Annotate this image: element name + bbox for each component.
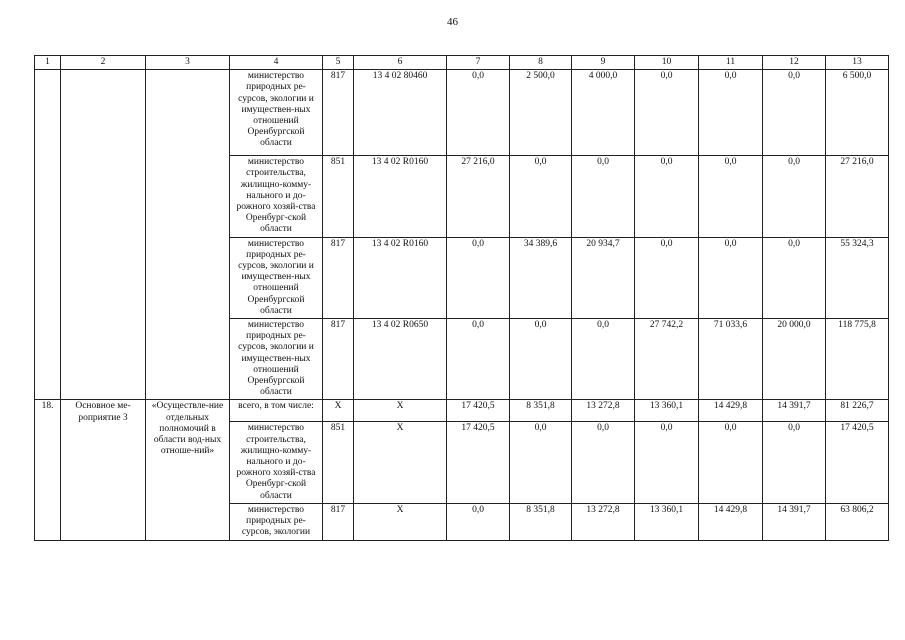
header-cell: 2: [61, 56, 146, 70]
value-cell: 14 429,8: [699, 400, 763, 422]
executor-cell: министерство природных ре-сурсов, экологии и имуществен-ных отношений Оренбургской области: [230, 237, 323, 318]
value-cell: 0,0: [572, 156, 635, 237]
value-cell: 13 360,1: [635, 503, 699, 540]
value-cell: 0,0: [572, 422, 635, 503]
value-cell: 17 420,5: [447, 422, 510, 503]
value-cell: 0,0: [699, 422, 763, 503]
header-cell: 1: [35, 56, 61, 70]
table-row: [35, 400, 889, 422]
value-cell: 0,0: [510, 156, 572, 237]
code-cell: 817: [323, 503, 354, 540]
value-cell: 13 272,8: [572, 503, 635, 540]
value-cell: 0,0: [447, 503, 510, 540]
event-description-cell: «Осуществле-ние отдельных полномочий в области вод-ных отноше-ний»: [146, 400, 230, 540]
header-cell: 13: [826, 56, 889, 70]
header-cell: 7: [447, 56, 510, 70]
value-cell: 8 351,8: [510, 400, 572, 422]
executor-cell: всего, в том числе:: [230, 400, 323, 422]
header-cell: 4: [230, 56, 323, 70]
row-number-cell: [35, 70, 61, 400]
total-cell: 17 420,5: [826, 422, 889, 503]
executor-cell: министерство строительства, жилищно-комму-нального и до-рожного хозяй-ства Оренбург-ской области: [230, 422, 323, 503]
budget-table: [34, 55, 889, 541]
total-cell: 118 775,8: [826, 319, 889, 400]
value-cell: 27 216,0: [447, 156, 510, 237]
value-cell: 0,0: [447, 70, 510, 156]
event-name-cell: Основное ме-роприятие 3: [61, 400, 146, 540]
value-cell: 0,0: [635, 237, 699, 318]
header-cell: 11: [699, 56, 763, 70]
value-cell: 0,0: [572, 319, 635, 400]
total-cell: 27 216,0: [826, 156, 889, 237]
code-cell: 817: [323, 237, 354, 318]
kbk-cell: 13 4 02 R0160: [354, 156, 447, 237]
total-cell: 81 226,7: [826, 400, 889, 422]
value-cell: 0,0: [510, 422, 572, 503]
value-cell: 0,0: [699, 237, 763, 318]
code-cell: Х: [323, 400, 354, 422]
kbk-cell: 13 4 02 R0160: [354, 237, 447, 318]
value-cell: 0,0: [763, 237, 826, 318]
value-cell: 13 272,8: [572, 400, 635, 422]
kbk-cell: Х: [354, 400, 447, 422]
value-cell: 0,0: [763, 156, 826, 237]
value-cell: 0,0: [635, 70, 699, 156]
header-cell: 5: [323, 56, 354, 70]
page-number: 46: [447, 16, 458, 28]
value-cell: 0,0: [635, 156, 699, 237]
executor-cell: министерство строительства, жилищно-комму-нального и до-рожного хозяй-ства Оренбург-ской области: [230, 156, 323, 237]
code-cell: 851: [323, 422, 354, 503]
value-cell: 14 391,7: [763, 503, 826, 540]
header-cell: 9: [572, 56, 635, 70]
value-cell: 0,0: [699, 156, 763, 237]
code-cell: 851: [323, 156, 354, 237]
event-name-cell: [61, 70, 146, 400]
value-cell: 14 429,8: [699, 503, 763, 540]
value-cell: 0,0: [510, 319, 572, 400]
header-row: [35, 56, 889, 70]
value-cell: 14 391,7: [763, 400, 826, 422]
value-cell: 13 360,1: [635, 400, 699, 422]
header-cell: 8: [510, 56, 572, 70]
code-cell: 817: [323, 70, 354, 156]
header-cell: 12: [763, 56, 826, 70]
total-cell: 6 500,0: [826, 70, 889, 156]
value-cell: 4 000,0: [572, 70, 635, 156]
executor-cell: министерство природных ре-сурсов, экологии и имуществен-ных отношений Оренбургской области: [230, 70, 323, 156]
value-cell: 8 351,8: [510, 503, 572, 540]
value-cell: 0,0: [699, 70, 763, 156]
value-cell: 71 033,6: [699, 319, 763, 400]
total-cell: 63 806,2: [826, 503, 889, 540]
executor-cell: министерство природных ре-сурсов, экологии: [230, 503, 323, 540]
value-cell: 34 389,6: [510, 237, 572, 318]
value-cell: 17 420,5: [447, 400, 510, 422]
value-cell: 0,0: [447, 319, 510, 400]
header-cell: 3: [146, 56, 230, 70]
value-cell: 2 500,0: [510, 70, 572, 156]
kbk-cell: 13 4 02 R0650: [354, 319, 447, 400]
event-description-cell: [146, 70, 230, 400]
executor-cell: министерство природных ре-сурсов, экологии и имуществен-ных отношений Оренбургской области: [230, 319, 323, 400]
header-cell: 6: [354, 56, 447, 70]
value-cell: 27 742,2: [635, 319, 699, 400]
row-number-cell: 18.: [35, 400, 61, 540]
code-cell: 817: [323, 319, 354, 400]
value-cell: 20 000,0: [763, 319, 826, 400]
value-cell: 20 934,7: [572, 237, 635, 318]
value-cell: 0,0: [763, 70, 826, 156]
kbk-cell: 13 4 02 80460: [354, 70, 447, 156]
table-row: [35, 70, 889, 156]
kbk-cell: Х: [354, 503, 447, 540]
value-cell: 0,0: [447, 237, 510, 318]
value-cell: 0,0: [763, 422, 826, 503]
header-cell: 10: [635, 56, 699, 70]
kbk-cell: Х: [354, 422, 447, 503]
total-cell: 55 324,3: [826, 237, 889, 318]
value-cell: 0,0: [635, 422, 699, 503]
